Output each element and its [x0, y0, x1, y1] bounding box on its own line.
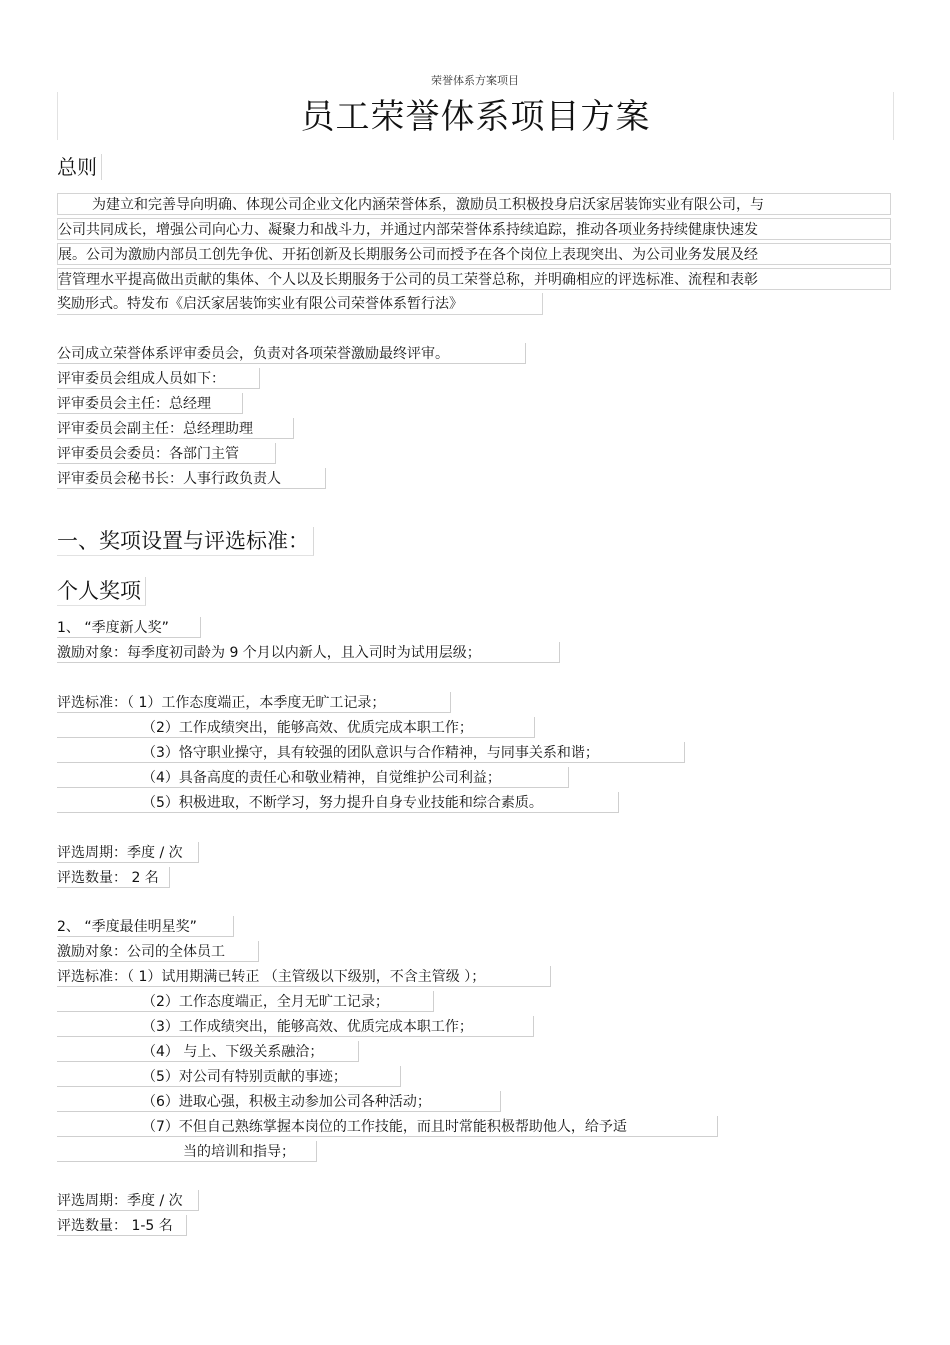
award1-criteria-1: 评选标准：（ 1）工作态度端正，本季度无旷工记录； [57, 692, 451, 713]
committee-member: 评审委员会委员：各部门主管 [57, 443, 276, 464]
section1-heading: 一、奖项设置与评选标准： [57, 527, 314, 556]
award1-period: 评选周期：季度 / 次 [57, 842, 199, 863]
committee-vice-chair: 评审委员会副主任：总经理助理 [57, 418, 294, 439]
general-line-4: 营管理水平提高做出贡献的集体、个人以及长期服务于公司的员工荣誉总称，并明确相应的评选标准、流程和表彰 [57, 268, 891, 290]
award1-target: 激励对象：每季度初司龄为 9 个月以内新人，且入司时为试用层级； [57, 642, 560, 663]
award1-count: 评选数量： 2 名 [57, 867, 170, 888]
award2-period: 评选周期：季度 / 次 [57, 1190, 199, 1211]
general-line-3: 展。公司为激励内部员工创先争优、开拓创新及长期服务公司而授予在各个岗位上表现突出、为公司业务发展及经 [57, 243, 891, 265]
general-heading: 总则 [57, 154, 102, 180]
award2-criteria-1: 评选标准：（ 1）试用期满已转正 （主管级以下级别，不含主管级 ）； [57, 966, 551, 987]
document-title: 员工荣誉体系项目方案 [57, 92, 894, 140]
award2-title: 2、 “季度最佳明星奖” [57, 916, 234, 937]
award1-criteria-3: （3）恪守职业操守，具有较强的团队意识与合作精神，与同事关系和谐； [57, 742, 685, 763]
committee-chair: 评审委员会主任：总经理 [57, 393, 243, 414]
award2-criteria-7-cont: 当的培训和指导； [57, 1141, 317, 1162]
award2-criteria-2: （2）工作态度端正，全月无旷工记录； [57, 991, 434, 1012]
award2-criteria-4: （4） 与上、下级关系融洽； [57, 1041, 359, 1062]
page-header: 荣誉体系方案项目 [431, 74, 519, 87]
committee-intro: 公司成立荣誉体系评审委员会，负责对各项荣誉激励最终评审。 [57, 343, 526, 364]
award2-target: 激励对象：公司的全体员工 [57, 941, 259, 962]
award2-criteria-7: （7）不但自己熟练掌握本岗位的工作技能，而且时常能积极帮助他人，给予适 [57, 1116, 718, 1137]
general-line-1: 为建立和完善导向明确、体现公司企业文化内涵荣誉体系，激励员工积极投身启沃家居装饰实业有限公司，与 [57, 193, 891, 215]
committee-members-label: 评审委员会组成人员如下： [57, 368, 260, 389]
award1-criteria-4: （4）具备高度的责任心和敬业精神，自觉维护公司利益； [57, 767, 569, 788]
award1-criteria-5: （5）积极进取，不断学习，努力提升自身专业技能和综合素质。 [57, 792, 619, 813]
award2-count: 评选数量： 1-5 名 [57, 1215, 187, 1236]
individual-awards-heading: 个人奖项 [57, 577, 146, 606]
general-line-2: 公司共同成长，增强公司向心力、凝聚力和战斗力，并通过内部荣誉体系持续追踪，推动各项业务持续健康快速发 [57, 218, 891, 240]
award2-criteria-5: （5）对公司有特别贡献的事迹； [57, 1066, 401, 1087]
award1-criteria-2: （2）工作成绩突出，能够高效、优质完成本职工作； [57, 717, 535, 738]
award1-title: 1、 “季度新人奖” [57, 617, 201, 638]
general-line-5: 奖励形式。特发布《启沃家居装饰实业有限公司荣誉体系暂行法》 [57, 293, 543, 315]
award2-criteria-3: （3）工作成绩突出，能够高效、优质完成本职工作； [57, 1016, 534, 1037]
award2-criteria-6: （6）进取心强，积极主动参加公司各种活动； [57, 1091, 501, 1112]
committee-secretary: 评审委员会秘书长：人事行政负责人 [57, 468, 326, 489]
